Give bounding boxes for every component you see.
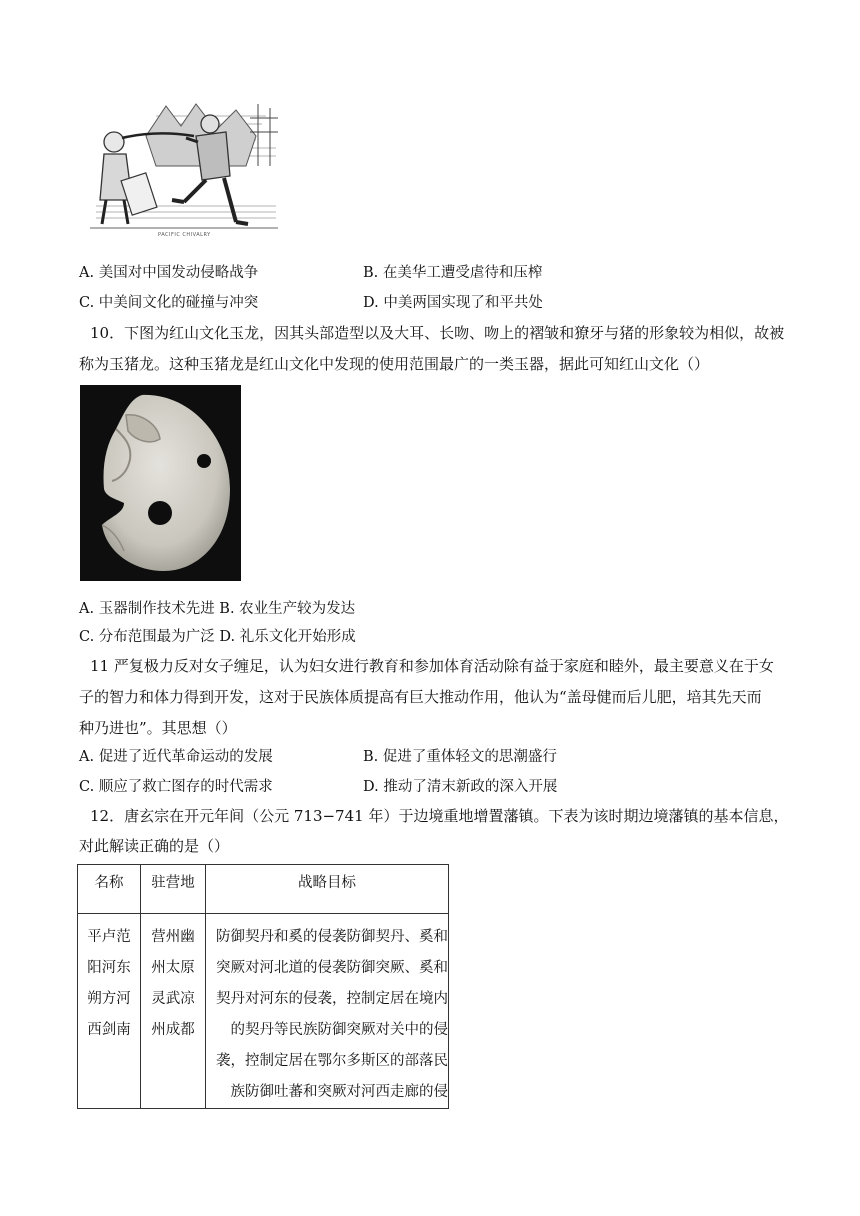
q11-option-b: B. 促进了重体轻文的思潮盛行 [363, 749, 557, 765]
cartoon-image [86, 96, 282, 246]
q10-stem-line-2: 称为玉猪龙。这种玉猪龙是红山文化中发现的使用范围最广的一类玉器，据此可知红山文化（） [79, 355, 710, 373]
q9-option-a: A. 美国对中国发动侵略战争 [79, 265, 259, 281]
q11-stem-line-1: 11 严复极力反对女子缠足，认为妇女进行教育和参加体育活动除有益于家庭和睦外，最主要意义在于女 [90, 657, 774, 675]
jade-dragon-image [80, 385, 241, 581]
goal-line: 族防御吐蕃和突厥对河西走廊的侵 [230, 1084, 448, 1100]
q9-option-c: C. 中美间文化的碰撞与冲突 [79, 295, 259, 311]
name-line: 西剑南 [87, 1022, 131, 1038]
q12-table [77, 864, 449, 1109]
goal-line: 袭，控制定居在鄂尔多斯区的部落民 [216, 1053, 448, 1069]
camp-line: 灵武凉 [151, 991, 195, 1007]
goal-line: 突厥对河北道的侵袭防御突厥、奚和 [216, 960, 448, 976]
table-header-name: 名称 [78, 865, 141, 914]
q11-stem-line-3: 种乃进也”。其思想（） [79, 719, 237, 737]
table-header-camp: 驻营地 [141, 865, 206, 914]
camp-line: 州太原 [151, 960, 195, 976]
q11-option-d: D. 推动了清末新政的深入开展 [363, 779, 558, 795]
name-line: 朔方河 [87, 991, 131, 1007]
camp-line: 营州幽 [151, 929, 195, 945]
table-cell-camps [141, 914, 206, 1109]
name-line: 阳河东 [87, 960, 131, 976]
q12-stem-line-1: 12．唐玄宗在开元年间（公元 713−741 年）于边境重地增置藩镇。下表为该时期边境藩镇的基本信息， [90, 807, 789, 825]
q11-stem-line-2: 子的智力和体力得到开发，这对于民族体质提高有巨大推动作用，他认为“盖母健而后儿肥，培其先天而 [79, 688, 762, 706]
q9-option-d: D. 中美两国实现了和平共处 [363, 295, 543, 311]
goal-line: 的契丹等民族防御突厥对关中的侵 [230, 1022, 448, 1038]
q10-options-line-2: C. 分布范围最为广泛 D. 礼乐文化开始形成 [79, 629, 356, 645]
table-cell-goals [206, 914, 449, 1109]
name-line: 平卢范 [87, 929, 131, 945]
table-header-goal: 战略目标 [206, 865, 449, 914]
q10-stem-line-1: 10．下图为红山文化玉龙，因其头部造型以及大耳、长吻、吻上的褶皱和獠牙与猪的形象较为相似，故被 [90, 324, 785, 342]
goal-line: 防御契丹和奚的侵袭防御契丹、奚和 [216, 929, 448, 945]
q11-option-a: A. 促进了近代革命运动的发展 [79, 749, 273, 765]
cartoon-caption: PACIFIC CHIVALRY [158, 232, 211, 238]
table-cell-names [78, 914, 141, 1109]
q12-stem-line-2: 对此解读正确的是（） [79, 837, 230, 855]
q11-option-c: C. 顺应了救亡图存的时代需求 [79, 779, 273, 795]
camp-line: 州成都 [151, 1022, 195, 1038]
goal-line: 契丹对河东的侵袭，控制定居在境内 [216, 991, 448, 1007]
q10-options-line-1: A. 玉器制作技术先进 B. 农业生产较为发达 [79, 601, 356, 617]
q9-option-b: B. 在美华工遭受虐待和压榨 [363, 265, 543, 281]
